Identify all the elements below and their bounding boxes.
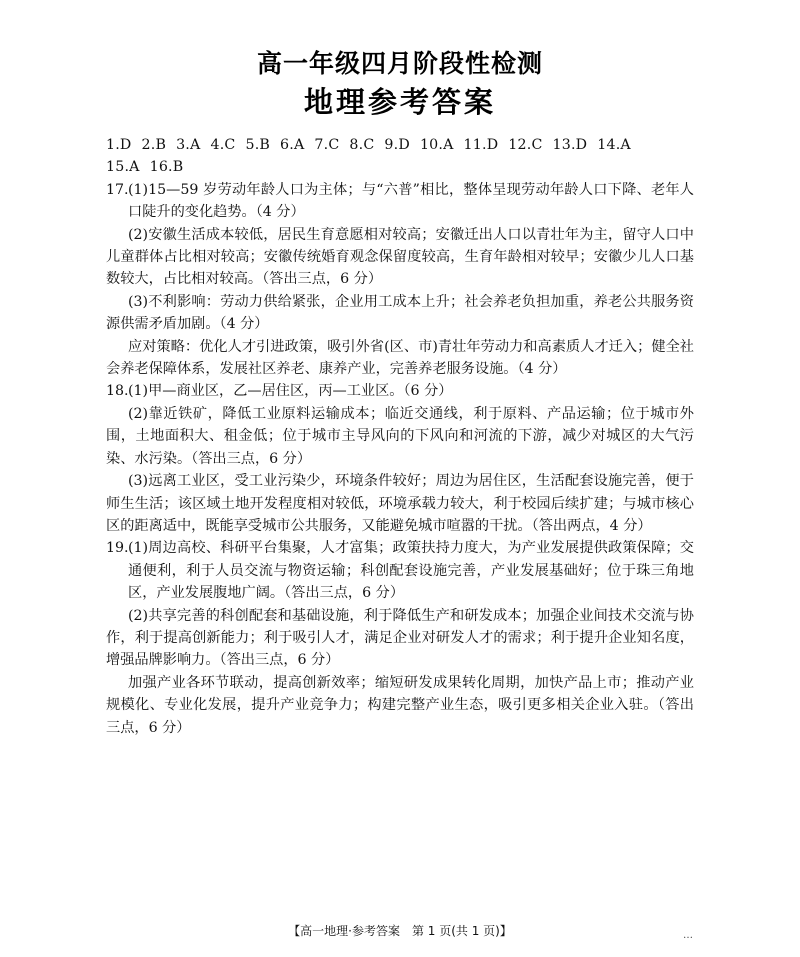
answer-paragraph: (2)靠近铁矿，降低工业原料运输成本；临近交通线，利于原料、产品运输；位于城市外围，土地面积大、租金低；位于城市主导风向的下风向和河流的下游，减少对城区的大气污染、水污染。（答出三点，6 分） (106, 405, 694, 467)
choice-answer: 7.C (314, 137, 340, 153)
question-19 (106, 537, 694, 739)
question-17 (106, 179, 694, 381)
choice-answer: 8.C (349, 137, 375, 153)
corner-mark: … (683, 930, 693, 941)
question-first-paragraph (106, 537, 694, 604)
choice-answer: 15.A (106, 159, 140, 176)
answer-body (106, 134, 694, 739)
answer-paragraph: (2)安徽生活成本较低，居民生育意愿相对较高；安徽迁出人口以青壮年为主，留守人口中儿童群体占比相对较高；安徽传统婚育观念保留度较高，生育年龄相对较早；安徽少儿人口基数较大，占比相对较高。（答出三点，6 分） (106, 226, 694, 288)
answer-paragraph: (3)远离工业区，受工业污染少，环境条件较好；周边为居住区，生活配套设施完善，便于师生生活；该区域土地开发程度相对较低，环境承载力较大，利于校园后续扩建；与城市核心区的距离适中，既能享受城市公共服务，又能避免城市喧嚣的干扰。（答出两点，4 分） (106, 473, 694, 534)
question-number: 17. (106, 181, 129, 198)
choice-answer: 11.D (463, 137, 499, 153)
question-number: 18. (106, 383, 129, 400)
answer-paragraph: 应对策略：优化人才引进政策，吸引外省(区、市)青壮年劳动力和高素质人才迁入；健全社会养老保障体系，发展社区养老、康养产业，完善养老服务设施。（4 分） (106, 338, 694, 378)
question-first-paragraph (106, 179, 694, 224)
choice-answers-row-1 (106, 134, 694, 156)
choice-answer: 14.A (597, 137, 631, 153)
choice-answer: 5.B (245, 137, 271, 153)
answer-paragraph: (2)共享完善的科创配套和基础设施，利于降低生产和研发成本；加强企业间技术交流与协作，利于提高创新能力；利于吸引人才，满足企业对研发人才的需求；利于提升企业知名度，增强品牌影响力。（答出三点，6 分） (106, 607, 694, 669)
question-first-paragraph (106, 380, 694, 402)
answer-paragraph: (1)15—59 岁劳动年龄人口为主体；与“六普”相比，整体呈现劳动年龄人口下降、老年人口陡升的变化趋势。（4 分） (128, 181, 694, 221)
question-list (106, 179, 694, 739)
page-footer: 【高一地理·参考答案 第 1 页(共 1 页)】 (288, 924, 512, 938)
exam-subtitle: 地理参考答案 (303, 85, 496, 119)
answer-paragraph: (1)甲—商业区，乙—居住区，丙—工业区。（6 分） (128, 383, 453, 400)
question-number: 19. (106, 540, 129, 557)
choice-answer: 2.B (141, 137, 167, 153)
choice-answer: 16.B (149, 159, 184, 176)
question-18 (106, 380, 694, 537)
choice-answer: 6.A (280, 137, 305, 153)
choice-answer: 3.A (176, 137, 201, 153)
choice-answer: 13.D (552, 137, 588, 153)
choice-answers-row-2 (106, 156, 694, 178)
choice-answer: 4.C (210, 137, 236, 153)
exam-title: 高一年级四月阶段性检测 (256, 49, 543, 78)
answer-paragraph: (3)不利影响：劳动力供给紧张，企业用工成本上升；社会养老负担加重，养老公共服务资源供需矛盾加剧。（4 分） (106, 293, 694, 333)
answer-paragraph: (1)周边高校、科研平台集聚，人才富集；政策扶持力度大，为产业发展提供政策保障；交通便利，利于人员交流与物资运输；科创配套设施完善，产业发展基础好；位于珠三角地区，产业发展腹地广阔。（答出三点，6 分） (128, 540, 694, 602)
choice-answer: 12.C (508, 137, 543, 153)
choice-answer: 10.A (419, 137, 454, 153)
answer-paragraph: 加强产业各环节联动，提高创新效率；缩短研发成果转化周期，加快产品上市；推动产业规模化、专业化发展，提升产业竞争力；构建完整产业生态，吸引更多相关企业入驻。（答出三点，6 分） (106, 674, 694, 736)
choice-answer: 9.D (384, 137, 410, 153)
choice-answer: 1.D (106, 137, 132, 153)
